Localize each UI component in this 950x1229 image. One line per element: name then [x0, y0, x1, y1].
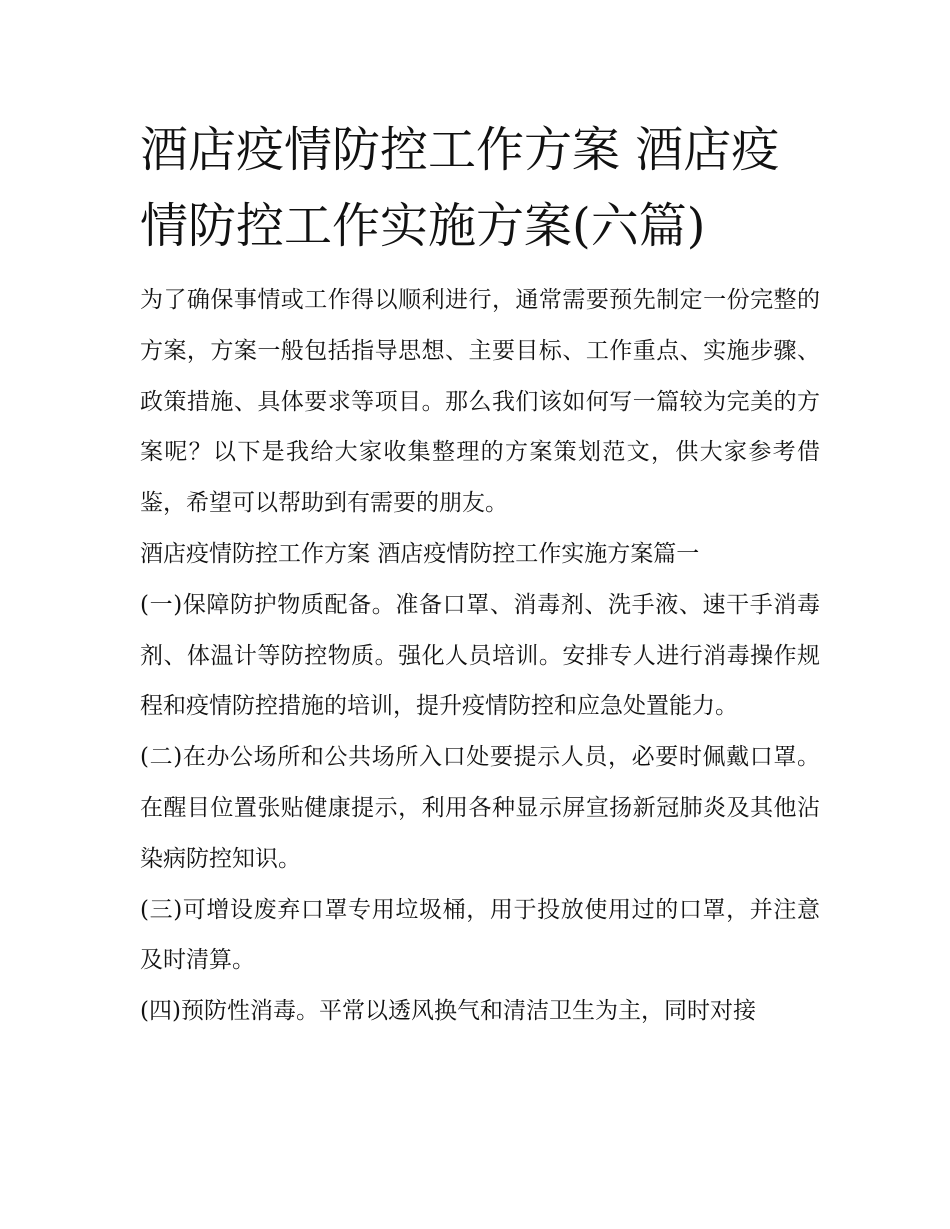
document-title: 酒店疫情防控工作方案 酒店疫情防控工作实施方案(六篇) — [140, 122, 780, 254]
item-paragraph-4: (四)预防性消毒。平常以透风换气和清洁卫生为主，同时对接 — [140, 998, 756, 1025]
item-paragraph-3: (三)可增设废弃口罩专用垃圾桶，用于投放使用过的口罩，并注意及时清算。 — [140, 896, 820, 974]
intro-paragraph: 为了确保事情或工作得以顺利进行，通常需要预先制定一份完整的方案，方案一般包括指导思想、主要目标、工作重点、实施步骤、政策措施、具体要求等项目。那么我们该如何写一篇较为完美的方案呢？以下是我给大家收集整理的方案策划范文，供大家参考借鉴，希望可以帮助到有需要的朋友。 — [140, 287, 820, 517]
section-heading: 酒店疫情防控工作方案 酒店疫情防控工作实施方案篇一 — [140, 540, 700, 567]
item-paragraph-2: (二)在办公场所和公共场所入口处要提示人员，必要时佩戴口罩。在醒目位置张贴健康提示，利用各种显示屏宣扬新冠肺炎及其他沾染病防控知识。 — [140, 744, 820, 872]
document-page — [140, 112, 820, 1037]
item-paragraph-1: (一)保障防护物质配备。准备口罩、消毒剂、洗手液、速干手消毒剂、体温计等防控物质。强化人员培训。安排专人进行消毒操作规程和疫情防控措施的培训，提升疫情防控和应急处置能力。 — [140, 591, 820, 720]
